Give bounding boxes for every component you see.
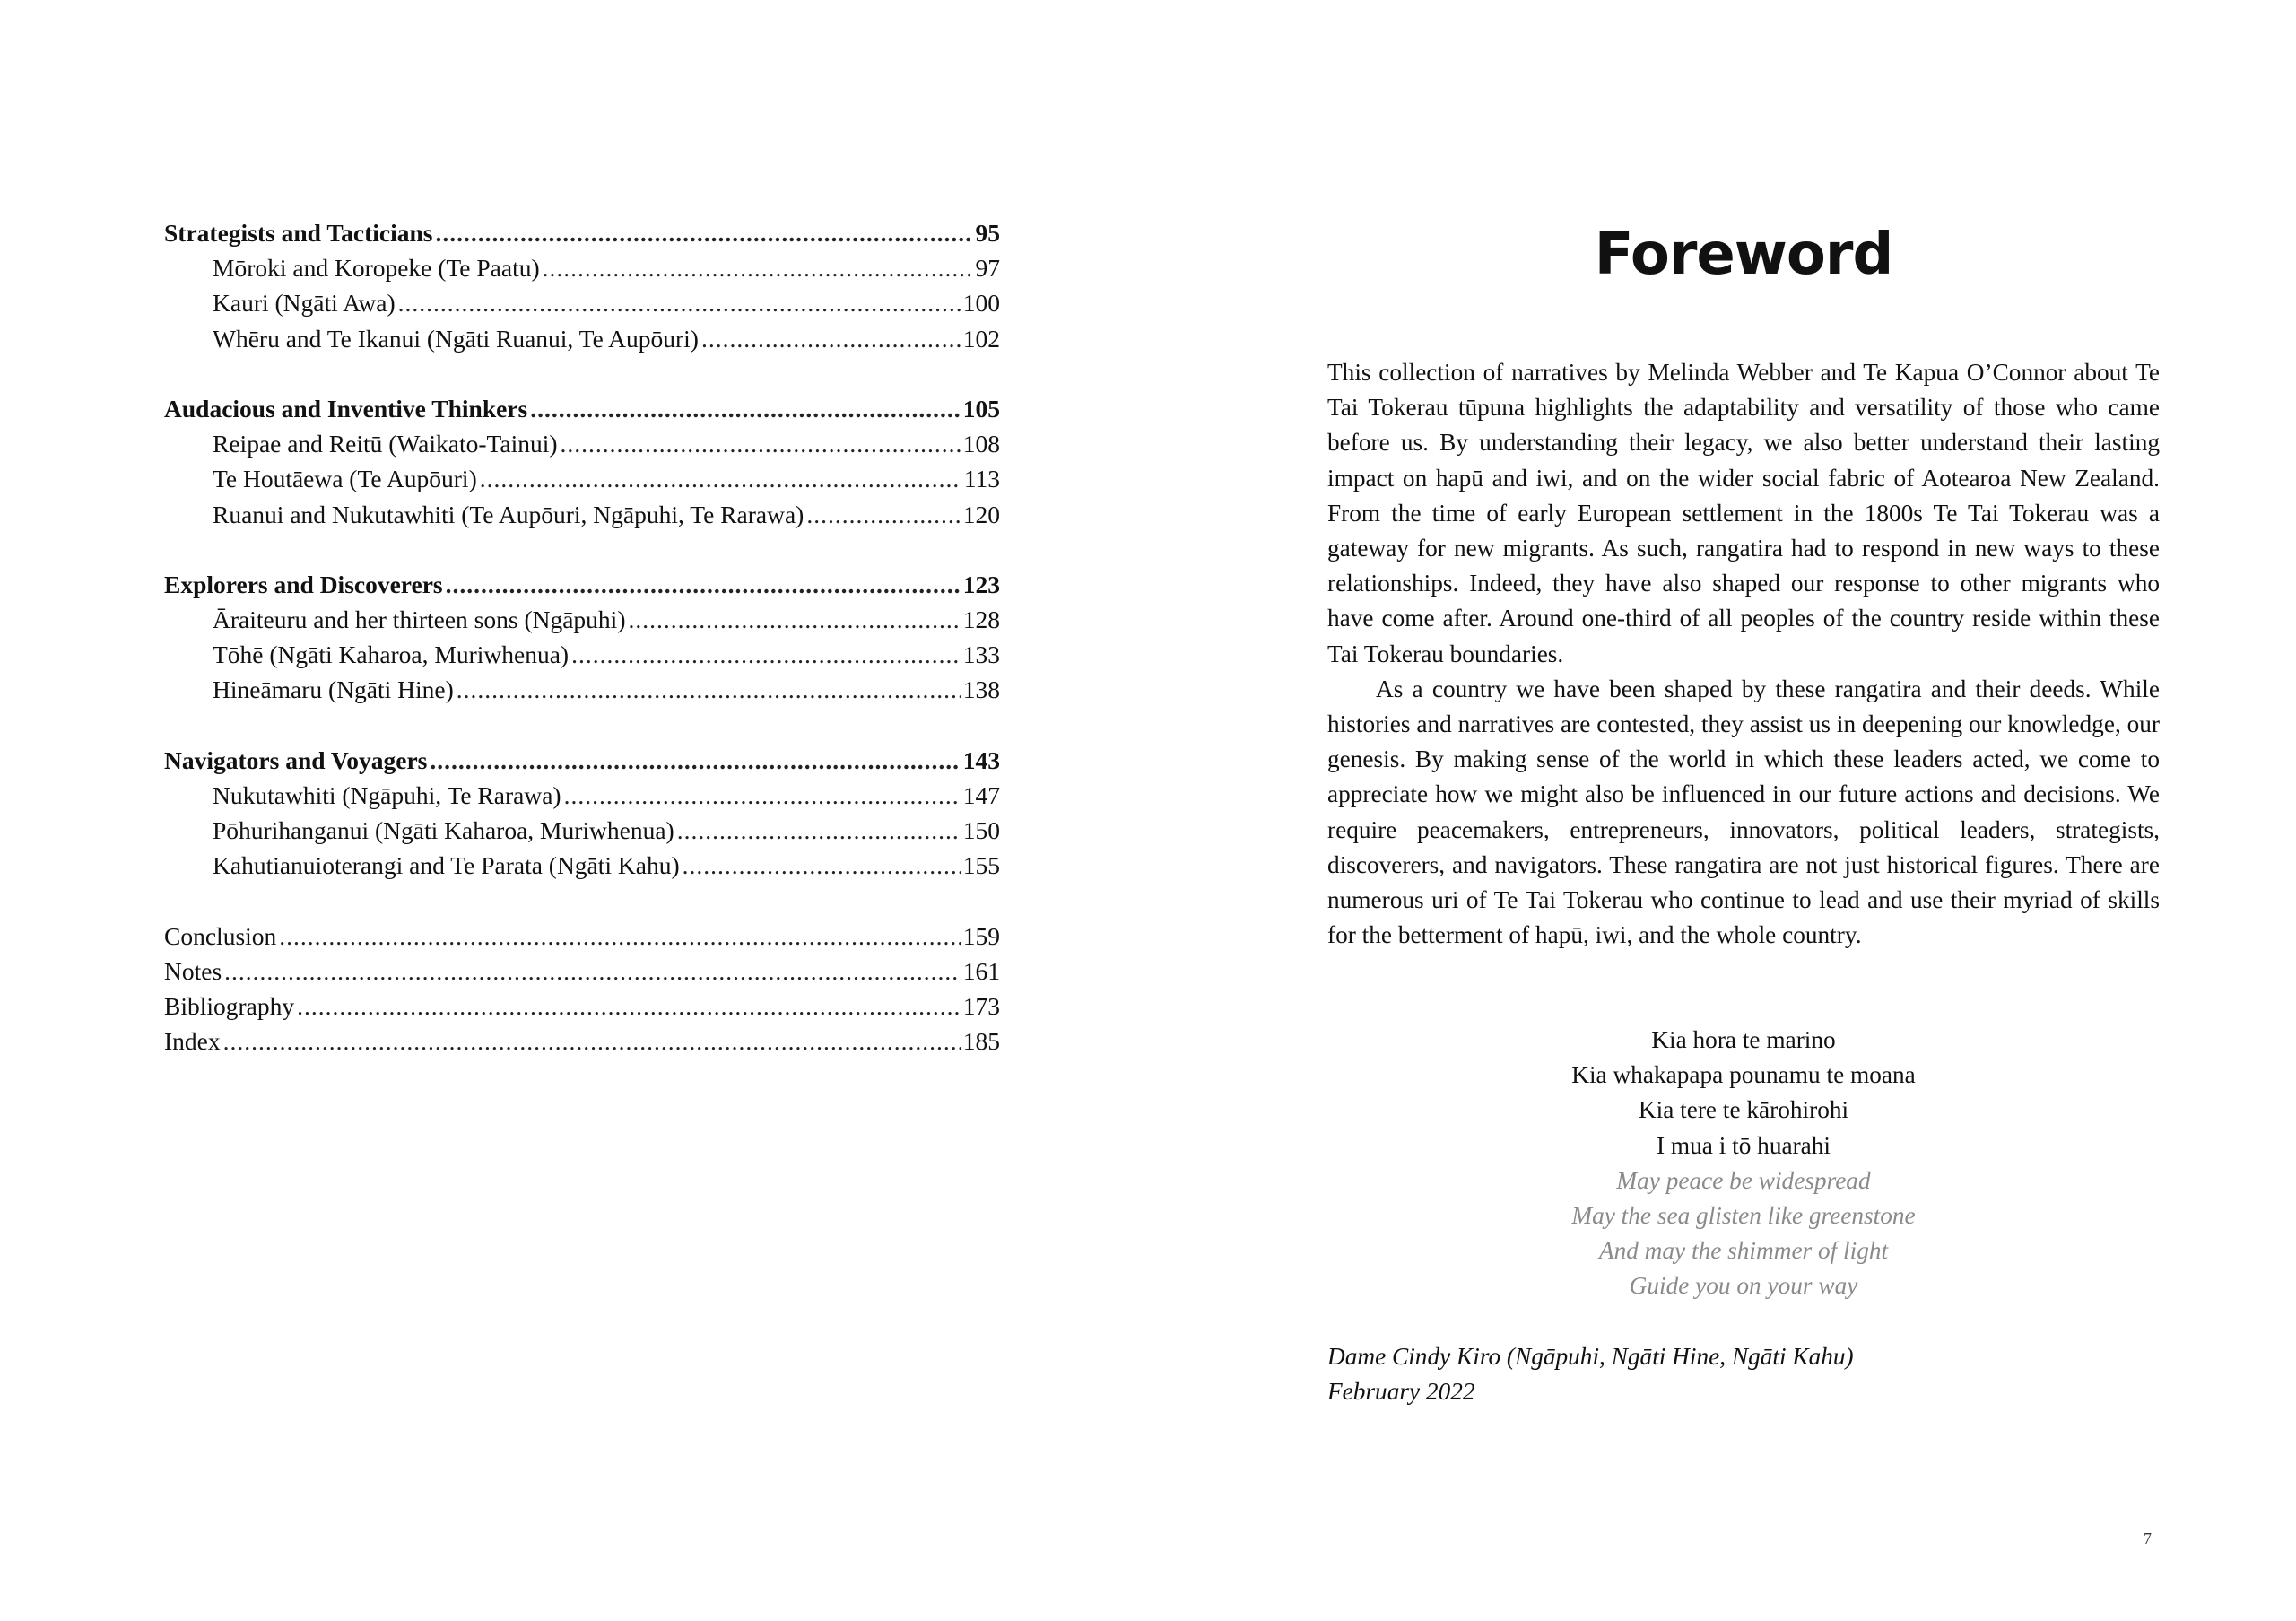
toc-spacer [164,532,1000,567]
toc-entry-title: Mōroki and Koropeke (Te Paatu) [213,254,540,283]
toc-entry-title: Strategists and Tacticians [164,219,433,247]
toc-leader-dots [224,954,961,989]
foreword-paragraph-2: As a country we have been shaped by these rangatira and their deeds. While histories and narratives are contested, they assist us in deepening our knowledge, our genesis. By making sense of the world in which these leaders acted, we come to appreciate how we might also be influenced in our future actions and decisions. We require peacemakers, entrepreneurs, innovators, political leaders, strategists, discoverers, and navigators. These rangatira are not just historical figures. There are numerous uri of Te Tai Tokerau who continue to lead and use their myriad of skills for the betterment of hapū, iwi, and the whole country. [1327,675,2160,949]
toc-leader-dots [628,602,960,637]
toc-entry [164,497,1000,532]
toc-entry [164,778,1000,813]
toc-entry-title: Index [164,1027,221,1056]
toc-page-number: 105 [962,394,1000,423]
poem-maori-line: I mua i tō huarahi [1656,1131,1831,1159]
toc-page-number: 108 [962,430,1000,458]
toc-leader-dots [480,461,961,496]
toc-page-number: 150 [962,816,1000,845]
toc-entry-title: Hineāmaru (Ngāti Hine) [213,675,454,704]
toc-leader-dots [446,567,961,602]
toc-leader-dots [543,250,973,285]
toc-leader-dots [530,391,961,426]
toc-entry [164,813,1000,848]
toc-entry [164,461,1000,496]
toc-entry [164,637,1000,672]
toc-page-number: 133 [962,641,1000,669]
toc-leader-dots [430,743,960,778]
toc-page-number: 102 [962,324,1000,353]
toc-entry [164,602,1000,637]
toc-leader-dots [677,813,961,848]
poem-maori-line: Kia hora te marino [1651,1026,1836,1053]
toc-section-entry [164,567,1000,602]
toc-entry-title: Te Houtāewa (Te Aupōuri) [213,465,477,493]
toc-page-number: 100 [962,289,1000,318]
toc-entry [164,250,1000,285]
toc-page-number: 128 [962,606,1000,634]
foreword-body [1327,355,2160,953]
toc-page-number: 161 [962,956,1000,985]
toc-section-entry [164,391,1000,426]
toc-spacer [164,708,1000,743]
toc-entry-title: Navigators and Voyagers [164,745,428,774]
toc-leader-dots [683,848,961,883]
toc-entry [164,426,1000,461]
poem-english-line: May peace be widespread [1616,1166,1871,1194]
toc-page-number: 159 [962,921,1000,950]
toc-page-number: 143 [962,745,1000,774]
toc-page-number: 138 [962,675,1000,704]
poem-english-line: Guide you on your way [1629,1272,1858,1300]
toc-entry-title: Ruanui and Nukutawhiti (Te Aupōuri, Ngāpuhi, Te Rarawa) [213,500,804,528]
toc-entry [164,1024,1000,1059]
poem-maori-line: Kia whakapapa pounamu te moana [1571,1061,1916,1089]
toc-entry-title: Notes [164,956,222,985]
toc-leader-dots [223,1024,961,1059]
toc-entry-title: Reipae and Reitū (Waikato-Tainui) [213,430,558,458]
toc-entry [164,919,1000,954]
toc-entry [164,321,1000,356]
toc-leader-dots [806,497,960,532]
toc-leader-dots [564,778,961,813]
toc-entry [164,672,1000,707]
poem-maori-line: Kia tere te kārohirohi [1638,1096,1849,1124]
toc-entry-title: Kahutianuioterangi and Te Parata (Ngāti Kahu) [213,851,680,880]
toc-entry-title: Audacious and Inventive Thinkers [164,394,528,423]
toc-page-number: 120 [962,500,1000,528]
toc-page-number: 97 [975,254,1000,283]
toc-page-number: 95 [975,219,1000,247]
toc-entry [164,285,1000,320]
toc-spacer [164,884,1000,919]
whakatauki-poem [1327,1023,2160,1304]
toc-leader-dots [435,215,972,250]
toc-leader-dots [701,321,961,356]
table-of-contents [164,215,1000,1059]
foreword-title: Foreword [1594,222,1893,288]
toc-spacer [164,356,1000,391]
toc-page-number: 155 [962,851,1000,880]
toc-leader-dots [398,285,961,320]
toc-section-entry [164,215,1000,250]
poem-english-line: And may the shimmer of light [1598,1237,1889,1265]
toc-leader-dots [571,637,961,672]
toc-entry-title: Conclusion [164,921,277,950]
foreword-paragraph-1: This collection of narratives by Melinda Webber and Te Kapua O’Connor about Te Tai Tokerau tūpuna highlights the adaptability and versatility of those who came before us. By understanding their legacy, we also better understand their lasting impact on hapū and iwi, and on the wider social fabric of Aotearoa New Zealand. From the time of early European settlement in the 1800s Te Tai Tokerau was a gateway for new migrants. As such, rangatira had to respond in new ways to these relationships. Indeed, they have also shaped our response to other migrants who have come after. Around one-third of all peoples of the country reside within these Tai Tokerau boundaries. [1327,359,2160,667]
toc-page-number: 173 [962,992,1000,1021]
toc-leader-dots [279,919,960,954]
poem-english-line: May the sea glisten like greenstone [1571,1202,1916,1230]
toc-entry-title: Kauri (Ngāti Awa) [213,289,396,318]
toc-entry-title: Pōhurihanganui (Ngāti Kaharoa, Muriwhenua) [213,816,674,845]
toc-entry [164,989,1000,1024]
toc-leader-dots [561,426,961,461]
toc-page-number: 147 [962,781,1000,809]
toc-leader-dots [297,989,961,1024]
foreword-signature-block [1327,1339,2160,1409]
toc-page-number: 123 [962,570,1000,598]
toc-entry-title: Bibliography [164,992,295,1021]
signature-date: February 2022 [1327,1378,1475,1406]
toc-leader-dots [457,672,961,707]
toc-entry-title: Explorers and Discoverers [164,570,443,598]
toc-page-number: 113 [963,465,1000,493]
toc-entry [164,848,1000,883]
toc-entry-title: Nukutawhiti (Ngāpuhi, Te Rarawa) [213,781,561,809]
toc-entry [164,954,1000,989]
toc-entry-title: Tōhē (Ngāti Kaharoa, Muriwhenua) [213,641,570,669]
toc-entry-title: Whēru and Te Ikanui (Ngāti Ruanui, Te Aupōuri) [213,324,699,353]
page-number: 7 [2144,1529,2152,1547]
toc-section-entry [164,743,1000,778]
toc-page-number: 185 [962,1027,1000,1056]
signature-name: Dame Cindy Kiro (Ngāpuhi, Ngāti Hine, Ngāti Kahu) [1327,1343,1854,1370]
toc-entry-title: Āraiteuru and her thirteen sons (Ngāpuhi) [213,606,626,634]
